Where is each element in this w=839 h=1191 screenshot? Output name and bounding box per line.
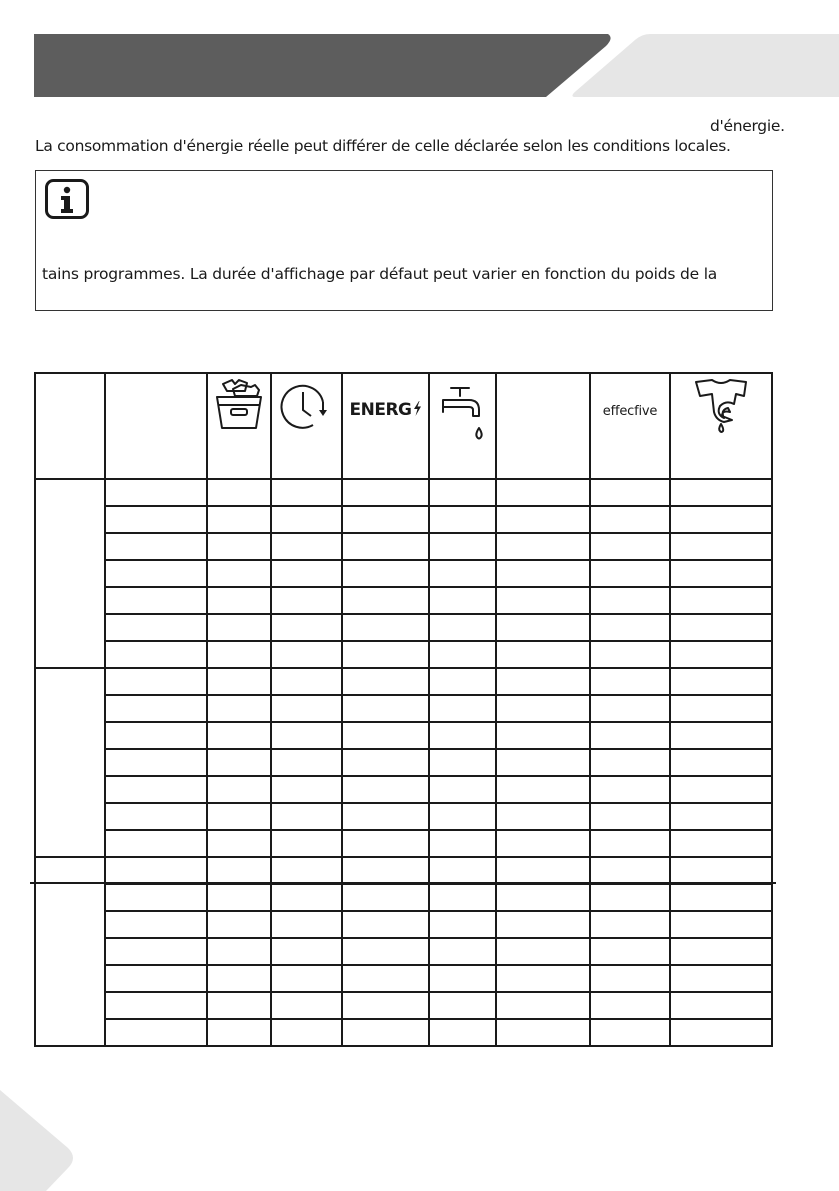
table-cell xyxy=(105,1019,207,1046)
program-table xyxy=(34,372,773,1047)
table-cell xyxy=(670,965,772,992)
table-cell xyxy=(590,830,670,857)
water-tap-icon xyxy=(435,382,491,444)
table-cell xyxy=(590,533,670,560)
table-row xyxy=(35,587,772,614)
table-cell xyxy=(496,479,590,506)
table-cell xyxy=(271,911,342,938)
table-cell xyxy=(207,803,271,830)
table-cell xyxy=(670,533,772,560)
table-cell xyxy=(271,938,342,965)
table-cell xyxy=(429,884,496,911)
table-row xyxy=(35,722,772,749)
table-cell xyxy=(342,938,429,965)
table-cell xyxy=(429,749,496,776)
table-cell xyxy=(342,830,429,857)
table-cell xyxy=(590,1019,670,1046)
table-cell xyxy=(496,803,590,830)
table-cell xyxy=(496,911,590,938)
table-cell xyxy=(496,884,590,911)
header-cell xyxy=(207,373,271,479)
table-cell xyxy=(496,533,590,560)
table-cell xyxy=(429,695,496,722)
table-cell xyxy=(429,776,496,803)
table-cell xyxy=(207,695,271,722)
table-row xyxy=(35,695,772,722)
table-row xyxy=(35,830,772,857)
table-cell xyxy=(670,560,772,587)
table-cell xyxy=(429,560,496,587)
table-cell xyxy=(429,857,496,884)
table-cell xyxy=(271,614,342,641)
table-cell xyxy=(105,506,207,533)
table-cell xyxy=(271,506,342,533)
table-cell xyxy=(496,1019,590,1046)
clock-icon xyxy=(276,376,338,436)
table-cell xyxy=(271,641,342,668)
header-cell xyxy=(105,373,207,479)
table-cell xyxy=(342,668,429,695)
table-cell xyxy=(670,722,772,749)
table-row xyxy=(35,479,772,506)
table-cell xyxy=(105,479,207,506)
table-cell xyxy=(207,776,271,803)
table-cell xyxy=(271,533,342,560)
table-cell xyxy=(590,668,670,695)
table-cell xyxy=(429,992,496,1019)
table-cell xyxy=(105,668,207,695)
table-cell xyxy=(670,668,772,695)
table-cell xyxy=(429,911,496,938)
table-cell xyxy=(670,506,772,533)
table-row xyxy=(35,506,772,533)
info-text: tains programmes. La durée d'affichage par défaut peut varier en fonction du poids de la xyxy=(42,265,718,283)
table-cell xyxy=(590,722,670,749)
page-corner-tab xyxy=(0,1090,80,1191)
table-cell xyxy=(271,965,342,992)
table-cell xyxy=(342,641,429,668)
table-row xyxy=(35,1019,772,1046)
table-row xyxy=(35,803,772,830)
table-cell xyxy=(342,776,429,803)
table-cell xyxy=(271,1019,342,1046)
effective-label: effecfive xyxy=(602,404,658,419)
table-cell xyxy=(590,614,670,641)
table-cell xyxy=(207,965,271,992)
table-cell xyxy=(342,992,429,1019)
table-cell xyxy=(670,695,772,722)
table-cell xyxy=(271,722,342,749)
laundry-basket-icon xyxy=(211,378,267,434)
table-cell xyxy=(590,803,670,830)
table-divider-line xyxy=(30,882,776,884)
table-cell xyxy=(207,938,271,965)
table-row xyxy=(35,533,772,560)
table-cell xyxy=(342,560,429,587)
table-cell xyxy=(429,479,496,506)
header-cell xyxy=(496,373,590,479)
table-cell xyxy=(670,479,772,506)
table-cell xyxy=(590,587,670,614)
table-cell xyxy=(271,479,342,506)
table-cell xyxy=(105,776,207,803)
table-cell xyxy=(496,722,590,749)
table-cell xyxy=(342,749,429,776)
table-cell xyxy=(496,560,590,587)
table-cell xyxy=(271,830,342,857)
table-cell xyxy=(342,884,429,911)
table-row xyxy=(35,965,772,992)
table-cell xyxy=(105,614,207,641)
table-cell xyxy=(670,803,772,830)
table-cell xyxy=(429,587,496,614)
table-header-row xyxy=(35,373,772,479)
table-cell xyxy=(342,533,429,560)
header-cell xyxy=(590,373,670,479)
table-cell xyxy=(105,830,207,857)
table-cell xyxy=(590,884,670,911)
table-cell xyxy=(105,560,207,587)
table-cell xyxy=(670,884,772,911)
table-cell xyxy=(207,533,271,560)
table-row xyxy=(35,614,772,641)
table-cell xyxy=(670,1019,772,1046)
table-cell xyxy=(496,506,590,533)
table-cell xyxy=(496,857,590,884)
header-cell xyxy=(429,373,496,479)
table-cell xyxy=(496,965,590,992)
table-cell xyxy=(590,560,670,587)
intro-line-2: La consommation d'énergie réelle peut différer de celle déclarée selon les conditions locales. xyxy=(35,137,731,155)
table-cell xyxy=(342,587,429,614)
table-cell xyxy=(590,938,670,965)
table-row xyxy=(35,857,772,884)
table-cell xyxy=(496,992,590,1019)
table-cell xyxy=(670,911,772,938)
header-cell xyxy=(35,373,105,479)
table-cell xyxy=(105,803,207,830)
table-cell xyxy=(496,614,590,641)
table-cell xyxy=(271,695,342,722)
table-cell xyxy=(590,749,670,776)
table-cell xyxy=(105,722,207,749)
table-cell xyxy=(271,668,342,695)
table-cell xyxy=(207,560,271,587)
table-cell xyxy=(207,641,271,668)
table-row xyxy=(35,668,772,695)
table-cell xyxy=(496,749,590,776)
table-cell xyxy=(105,695,207,722)
header-cell xyxy=(271,373,342,479)
table-cell xyxy=(429,1019,496,1046)
table-cell xyxy=(496,830,590,857)
header-cell xyxy=(670,373,772,479)
table-cell xyxy=(342,614,429,641)
table-cell xyxy=(105,533,207,560)
table-cell xyxy=(271,992,342,1019)
table-cell xyxy=(342,1019,429,1046)
table-cell xyxy=(590,506,670,533)
table-cell xyxy=(207,749,271,776)
table-cell xyxy=(670,776,772,803)
table-cell xyxy=(429,668,496,695)
lightning-icon xyxy=(413,401,422,416)
group-cell xyxy=(35,857,105,1046)
group-cell xyxy=(35,668,105,857)
table-cell xyxy=(207,668,271,695)
table-cell xyxy=(670,938,772,965)
table-row xyxy=(35,641,772,668)
table-cell xyxy=(429,614,496,641)
table-cell xyxy=(271,776,342,803)
table-cell xyxy=(105,911,207,938)
table-cell xyxy=(271,560,342,587)
table-cell xyxy=(590,992,670,1019)
table-cell xyxy=(105,587,207,614)
table-cell xyxy=(670,830,772,857)
table-row xyxy=(35,560,772,587)
table-row xyxy=(35,911,772,938)
table-cell xyxy=(207,857,271,884)
table-cell xyxy=(342,722,429,749)
table-cell xyxy=(105,749,207,776)
table-cell xyxy=(670,614,772,641)
table-cell xyxy=(429,722,496,749)
table-cell xyxy=(496,641,590,668)
table-cell xyxy=(105,641,207,668)
table-cell xyxy=(496,776,590,803)
table-cell xyxy=(207,830,271,857)
table-cell xyxy=(207,506,271,533)
table-cell xyxy=(590,479,670,506)
table-cell xyxy=(590,641,670,668)
shirt-drip-icon xyxy=(690,376,752,438)
table-cell xyxy=(207,911,271,938)
table-cell xyxy=(429,533,496,560)
table-cell xyxy=(342,857,429,884)
table-cell xyxy=(342,803,429,830)
table-cell xyxy=(496,695,590,722)
table-cell xyxy=(271,587,342,614)
table-cell xyxy=(429,506,496,533)
table-cell xyxy=(207,614,271,641)
table-cell xyxy=(207,479,271,506)
table-cell xyxy=(590,965,670,992)
table-cell xyxy=(342,965,429,992)
header-cell xyxy=(342,373,429,479)
table-row xyxy=(35,992,772,1019)
info-icon xyxy=(45,179,89,219)
table-cell xyxy=(105,965,207,992)
table-cell xyxy=(207,884,271,911)
table-cell xyxy=(342,911,429,938)
energy-label: ENERG xyxy=(349,400,412,420)
group-cell xyxy=(35,479,105,668)
table-row xyxy=(35,884,772,911)
table-cell xyxy=(429,830,496,857)
table-cell xyxy=(670,749,772,776)
info-box xyxy=(35,170,773,311)
table-cell xyxy=(670,992,772,1019)
table-cell xyxy=(429,965,496,992)
table-cell xyxy=(590,911,670,938)
table-cell xyxy=(105,884,207,911)
table-cell xyxy=(429,641,496,668)
table-cell xyxy=(429,803,496,830)
table-cell xyxy=(207,722,271,749)
table-cell xyxy=(105,857,207,884)
table-cell xyxy=(271,884,342,911)
table-cell xyxy=(429,938,496,965)
table-cell xyxy=(105,938,207,965)
table-cell xyxy=(590,776,670,803)
table-row xyxy=(35,776,772,803)
table-cell xyxy=(342,506,429,533)
table-cell xyxy=(670,641,772,668)
table-cell xyxy=(271,803,342,830)
table-cell xyxy=(342,695,429,722)
table-cell xyxy=(207,992,271,1019)
table-cell xyxy=(342,479,429,506)
table-cell xyxy=(207,587,271,614)
table-cell xyxy=(271,749,342,776)
table-cell xyxy=(670,857,772,884)
intro-line-1: d'énergie. xyxy=(710,117,785,135)
table-cell xyxy=(496,938,590,965)
table-row xyxy=(35,749,772,776)
table-row xyxy=(35,938,772,965)
table-cell xyxy=(207,1019,271,1046)
table-cell xyxy=(670,587,772,614)
table-cell xyxy=(271,857,342,884)
table-cell xyxy=(590,695,670,722)
table-cell xyxy=(496,668,590,695)
table-cell xyxy=(105,992,207,1019)
table-cell xyxy=(590,857,670,884)
table-cell xyxy=(496,587,590,614)
header-banner xyxy=(0,0,839,110)
